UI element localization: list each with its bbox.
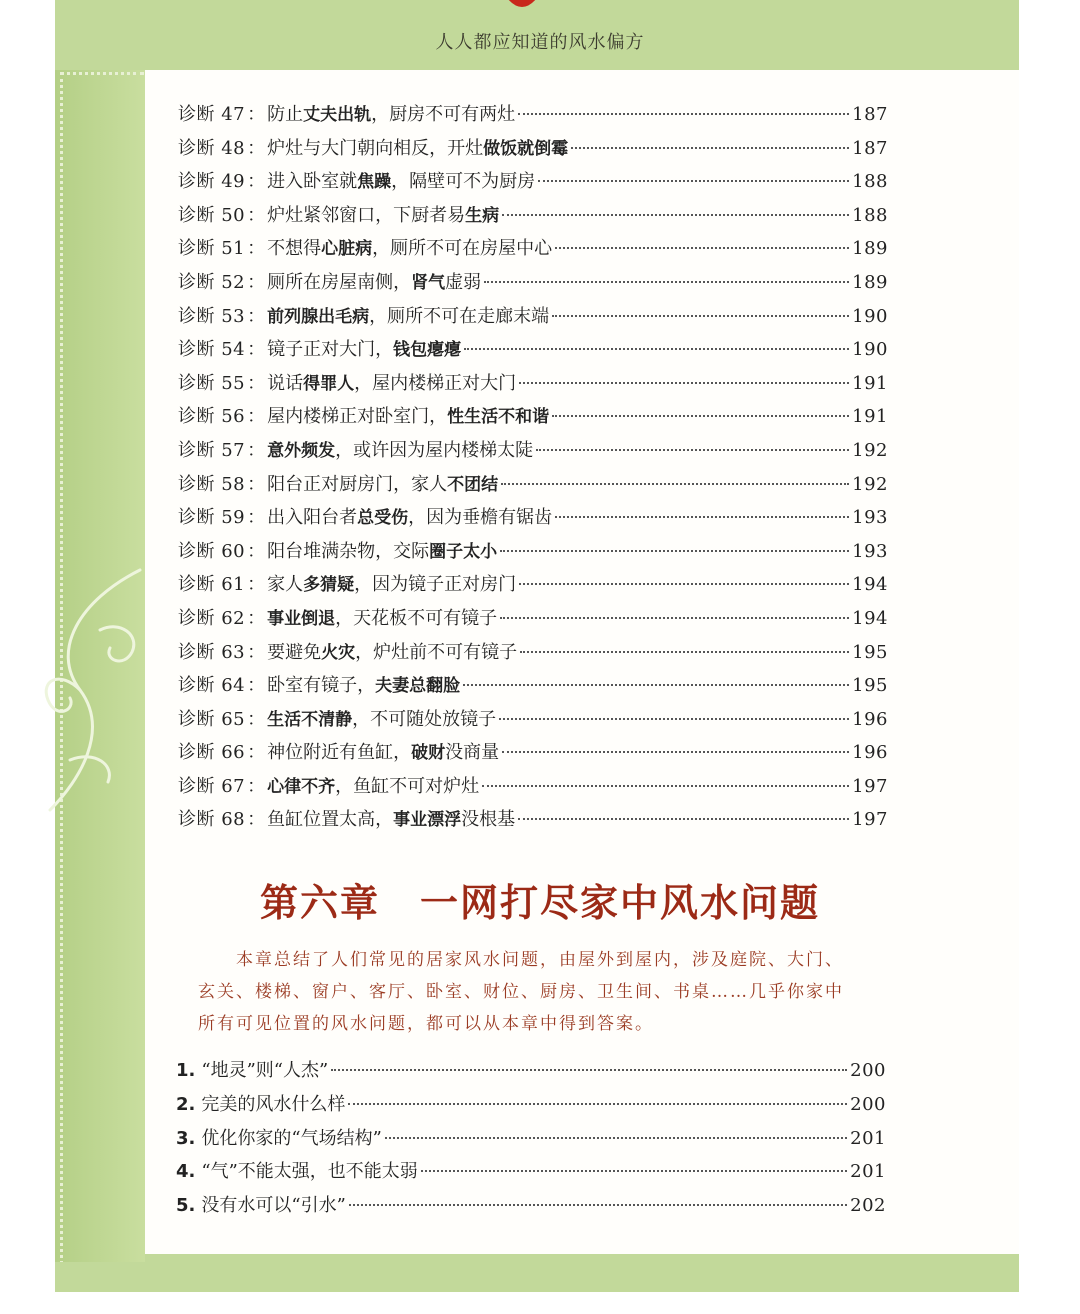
toc-entry-separator: ： (247, 271, 266, 293)
toc-entry (178, 100, 888, 134)
dot-leader (482, 785, 849, 787)
toc-entry-separator: ： (247, 507, 266, 529)
toc-entry-title-bold: 火灾 (321, 642, 356, 663)
toc-entry-label: 诊断 53 (178, 305, 246, 327)
chapter-entry-page: 202 (850, 1195, 886, 1217)
dot-leader (385, 1137, 847, 1139)
toc-entry-page: 188 (852, 204, 888, 226)
toc-entry-title-bold: 事业倒退 (267, 608, 336, 629)
dot-leader (518, 113, 849, 115)
toc-entry-separator: ： (247, 675, 266, 697)
toc-entry-title-bold: 心脏病 (321, 239, 373, 260)
toc-entry-label: 诊断 54 (178, 339, 246, 361)
toc-entry-separator: ： (247, 137, 266, 159)
chapter-entry-number: 5. (176, 1195, 196, 1217)
chapter-entry (176, 1124, 886, 1158)
dot-leader (571, 147, 849, 149)
toc-entry-separator: ： (247, 439, 266, 461)
dot-leader (500, 617, 849, 619)
toc-entry (178, 470, 888, 504)
toc-entry-page: 190 (852, 305, 888, 327)
chapter-number: 第六章 (259, 880, 380, 925)
toc-entry-page: 189 (852, 238, 888, 260)
toc-entry-title-text: 鱼缸位置太高， (267, 809, 394, 831)
toc-entry-title (267, 470, 498, 496)
red-ornament-icon (492, 0, 552, 22)
toc-entry-separator: ： (247, 339, 266, 361)
toc-entry-page: 187 (852, 104, 888, 125)
toc-entry-title-bold: 夫妻总翻脸 (375, 676, 461, 697)
toc-entry-title (267, 805, 515, 831)
chapter-entry-list (176, 1056, 886, 1225)
toc-entry-page: 191 (852, 406, 888, 428)
chapter-entry-page: 200 (850, 1060, 886, 1081)
toc-entry-separator: ： (247, 641, 266, 663)
chapter-entry (176, 1191, 886, 1225)
toc-entry-page: 196 (852, 742, 888, 764)
dotted-border-top (60, 72, 144, 75)
toc-entry-title (267, 436, 533, 462)
chapter-entry (176, 1157, 886, 1191)
toc-entry-title (267, 738, 499, 764)
toc-entry-separator: ： (247, 372, 266, 394)
toc-entry (178, 134, 888, 168)
toc-entry-label: 诊断 56 (178, 406, 246, 428)
toc-entry-title-text: ，鱼缸不可对炉灶 (335, 775, 480, 797)
toc-entry-title (267, 705, 496, 731)
toc-entry (178, 570, 888, 604)
toc-entry-title (267, 234, 552, 260)
toc-entry-separator: ： (247, 574, 266, 596)
chapter-entry-title: “地灵”则“人杰” (201, 1060, 329, 1081)
floral-swirl-icon (40, 560, 160, 820)
dot-leader (463, 684, 849, 686)
chapter-entry-title: 没有水可以“引水” (201, 1195, 346, 1217)
toc-entry-title-text: 虚弱 (445, 271, 482, 293)
toc-entry-title-text: 神位附近有鱼缸， (267, 742, 412, 764)
toc-entry-label: 诊断 52 (178, 271, 246, 293)
dot-leader (520, 651, 849, 653)
toc-entry-separator: ： (247, 238, 266, 260)
toc-entry-title-text: 出入阳台者 (267, 507, 358, 529)
toc-entry-title-text: 屋内楼梯正对卧室门， (267, 406, 448, 428)
toc-entry-title-text: ，厨房不可有两灶 (371, 104, 516, 125)
running-header: 人人都应知道的风水偏方 (435, 32, 645, 53)
chapter-entry (176, 1090, 886, 1124)
toc-entry-title (267, 638, 517, 664)
dot-leader (552, 415, 849, 417)
toc-entry-title-text: 没商量 (445, 742, 500, 764)
toc-entry-page: 191 (852, 372, 888, 394)
dot-leader (501, 483, 849, 485)
toc-entry-page: 187 (852, 137, 888, 159)
dot-leader (484, 281, 849, 283)
toc-entry (178, 671, 888, 705)
bottom-border (55, 1262, 1019, 1292)
dot-leader (519, 583, 849, 585)
chapter-entry (176, 1056, 886, 1090)
toc-entry-label: 诊断 50 (178, 204, 246, 226)
toc-entry-label: 诊断 61 (178, 574, 246, 596)
toc-entry-page: 188 (852, 171, 888, 193)
toc-entry-page: 194 (852, 607, 888, 629)
toc-entry-title (267, 402, 549, 428)
toc-entry-title-text: ，厕所不可在房屋中心 (372, 238, 553, 260)
toc-entry-title-bold: 破财 (411, 743, 446, 764)
toc-entry (178, 436, 888, 470)
toc-entry-title-bold: 圈子太小 (429, 541, 498, 562)
toc-entry (178, 705, 888, 739)
toc-entry-title (267, 503, 552, 529)
toc-entry-title (267, 772, 479, 798)
toc-entry-title-bold: 心律不齐 (267, 776, 336, 797)
dot-leader (500, 550, 849, 552)
toc-entry-title (267, 335, 461, 361)
toc-entry-title (267, 167, 535, 193)
toc-entry-label: 诊断 55 (178, 372, 246, 394)
dot-leader (552, 315, 849, 317)
toc-entry-title-text: 没根基 (461, 809, 516, 831)
toc-entry-title-text: 防止 (267, 104, 304, 125)
toc-entry (178, 537, 888, 571)
chapter-heading (0, 872, 1080, 927)
toc-entry-separator: ： (247, 607, 266, 629)
toc-entry-title-text: ，隔壁可不为厨房 (391, 171, 536, 193)
chapter-entry-number: 1. (176, 1060, 196, 1081)
toc-entry-page: 193 (852, 507, 888, 529)
toc-entry (178, 738, 888, 772)
toc-entry-title-text: 厕所在房屋南侧， (267, 271, 412, 293)
toc-entry-title (267, 268, 481, 294)
chapter-title: 一网打尽家中风水问题 (420, 880, 821, 925)
toc-entry-separator: ： (247, 171, 266, 193)
toc-entry-title-text: ，屋内楼梯正对大门 (354, 372, 517, 394)
toc-entry-page: 196 (852, 708, 888, 730)
toc-entry (178, 638, 888, 672)
toc-entry-title-bold: 不团结 (447, 474, 499, 495)
toc-entry-title-bold: 肾气 (411, 272, 446, 293)
toc-entry-title-bold: 意外频发 (267, 440, 336, 461)
toc-entry-label: 诊断 66 (178, 742, 246, 764)
toc-list (178, 100, 888, 839)
toc-entry-title-text: 要避免 (267, 641, 322, 663)
toc-entry-page: 193 (852, 540, 888, 562)
toc-entry-title (267, 537, 497, 563)
toc-entry-label: 诊断 63 (178, 641, 246, 663)
toc-entry-separator: ： (247, 473, 266, 495)
chapter-intro-line: 所有可见位置的风水问题，都可以从本章中得到答案。 (198, 1014, 654, 1034)
dot-leader (421, 1170, 847, 1172)
toc-entry-title-text: ，因为垂檐有锯齿 (408, 507, 553, 529)
dot-leader (348, 1103, 847, 1105)
dot-leader (555, 247, 849, 249)
toc-entry-separator: ： (247, 540, 266, 562)
toc-entry-title-text: ，或许因为屋内楼梯太陡 (335, 439, 534, 461)
toc-entry-page: 192 (852, 439, 888, 461)
dot-leader (502, 751, 849, 753)
toc-entry-page: 190 (852, 339, 888, 361)
dot-leader (519, 382, 849, 384)
toc-entry-separator: ： (247, 742, 266, 764)
toc-entry (178, 369, 888, 403)
toc-entry (178, 604, 888, 638)
toc-entry-separator: ： (247, 775, 266, 797)
toc-entry-title-bold: 多猜疑 (303, 575, 355, 596)
toc-entry-separator: ： (247, 204, 266, 226)
toc-entry-title (267, 100, 515, 126)
toc-entry-title-text: ，厕所不可在走廊末端 (369, 305, 550, 327)
dot-leader (536, 449, 849, 451)
toc-entry-page: 192 (852, 473, 888, 495)
toc-entry-title-text: 炉灶与大门朝向相反，开灶 (267, 137, 484, 159)
toc-entry-label: 诊断 58 (178, 473, 246, 495)
toc-entry-title-bold: 生病 (465, 205, 500, 226)
toc-entry-title-text: 家人 (267, 574, 304, 596)
toc-entry-title (267, 671, 460, 697)
toc-entry-title-text: 镜子正对大门， (267, 339, 394, 361)
dot-leader (555, 516, 849, 518)
toc-entry-label: 诊断 47 (178, 104, 246, 125)
toc-entry (178, 234, 888, 268)
toc-entry-label: 诊断 65 (178, 708, 246, 730)
chapter-entry-title: “气”不能太强，也不能太弱 (201, 1161, 418, 1183)
toc-entry-title-text: 说话 (267, 372, 304, 394)
chapter-entry-page: 200 (850, 1093, 886, 1115)
toc-entry (178, 772, 888, 806)
toc-entry-page: 195 (852, 641, 888, 663)
toc-entry-title-bold: 得罪人 (303, 373, 355, 394)
dot-leader (464, 348, 849, 350)
toc-entry-label: 诊断 51 (178, 238, 246, 260)
chapter-entry-number: 2. (176, 1093, 196, 1115)
toc-entry-page: 197 (852, 775, 888, 797)
toc-entry (178, 335, 888, 369)
chapter-intro-line: 本章总结了人们常见的居家风水问题，由屋外到屋内，涉及庭院、大门、 (236, 950, 844, 970)
toc-entry (178, 268, 888, 302)
toc-entry-title (267, 302, 549, 328)
toc-entry-title-text: ，不可随处放镜子 (352, 708, 497, 730)
toc-entry (178, 302, 888, 336)
dot-leader (538, 180, 849, 182)
toc-entry-title-bold: 性生活不和谐 (447, 407, 550, 428)
dot-leader (331, 1069, 847, 1071)
toc-entry-separator: ： (247, 305, 266, 327)
chapter-entry-page: 201 (850, 1127, 886, 1149)
toc-entry-title-text: ，炉灶前不可有镜子 (355, 641, 518, 663)
toc-entry-separator: ： (247, 708, 266, 730)
toc-entry (178, 201, 888, 235)
toc-entry-label: 诊断 68 (178, 809, 246, 831)
toc-entry-title (267, 570, 516, 596)
toc-entry-title-text: 阳台正对厨房门，家人 (267, 473, 448, 495)
toc-entry-label: 诊断 62 (178, 607, 246, 629)
toc-entry-title (267, 134, 568, 160)
toc-entry-label: 诊断 60 (178, 540, 246, 562)
toc-entry-title-bold: 生活不清静 (267, 709, 353, 730)
toc-entry-title-bold: 事业漂浮 (393, 810, 462, 831)
chapter-intro-line: 玄关、楼梯、窗户、客厅、卧室、财位、厨房、卫生间、书桌……几乎你家中 (198, 982, 844, 1002)
toc-entry-title-bold: 钱包瘪瘪 (393, 340, 462, 361)
chapter-entry-title: 完美的风水什么样 (201, 1093, 346, 1115)
toc-entry-title-bold: 总受伤 (357, 508, 409, 529)
toc-entry-title-text: 炉灶紧邻窗口，下厨者易 (267, 204, 466, 226)
toc-entry (178, 402, 888, 436)
toc-entry-page: 189 (852, 271, 888, 293)
toc-entry-title-text: ，天花板不可有镜子 (335, 607, 498, 629)
chapter-entry-number: 4. (176, 1161, 196, 1183)
toc-entry-title-text: 不想得 (267, 238, 322, 260)
toc-entry-title-text: 阳台堆满杂物，交际 (267, 540, 430, 562)
toc-entry-title (267, 604, 497, 630)
toc-entry-title-bold: 做饭就倒霉 (483, 138, 569, 159)
toc-entry-title-text: ，因为镜子正对房门 (354, 574, 517, 596)
toc-entry-label: 诊断 48 (178, 137, 246, 159)
toc-entry-title-bold: 前列腺出毛病 (267, 306, 370, 327)
toc-entry-separator: ： (247, 406, 266, 428)
toc-entry-title-bold: 焦躁 (357, 172, 392, 193)
toc-entry-label: 诊断 64 (178, 675, 246, 697)
dot-leader (518, 818, 849, 820)
toc-entry-label: 诊断 49 (178, 171, 246, 193)
toc-entry-title (267, 369, 516, 395)
chapter-intro (198, 944, 878, 1040)
toc-entry-separator: ： (247, 809, 266, 831)
toc-entry (178, 503, 888, 537)
toc-entry-title (267, 201, 499, 227)
toc-entry (178, 805, 888, 839)
toc-entry-separator: ： (247, 104, 266, 125)
toc-entry-label: 诊断 59 (178, 507, 246, 529)
toc-entry-page: 194 (852, 574, 888, 596)
dot-leader (502, 214, 849, 216)
toc-entry-page: 197 (852, 809, 888, 831)
dot-leader (499, 718, 849, 720)
toc-entry-label: 诊断 57 (178, 439, 246, 461)
toc-entry-title-text: 卧室有镜子， (267, 675, 376, 697)
dot-leader (349, 1204, 847, 1206)
chapter-entry-title: 优化你家的“气场结构” (201, 1127, 382, 1149)
toc-entry-title-bold: 丈夫出轨 (303, 105, 372, 125)
toc-entry-title-text: 进入卧室就 (267, 171, 358, 193)
chapter-entry-page: 201 (850, 1161, 886, 1183)
chapter-entry-number: 3. (176, 1127, 196, 1149)
toc-entry-label: 诊断 67 (178, 775, 246, 797)
toc-entry-page: 195 (852, 675, 888, 697)
toc-entry (178, 167, 888, 201)
